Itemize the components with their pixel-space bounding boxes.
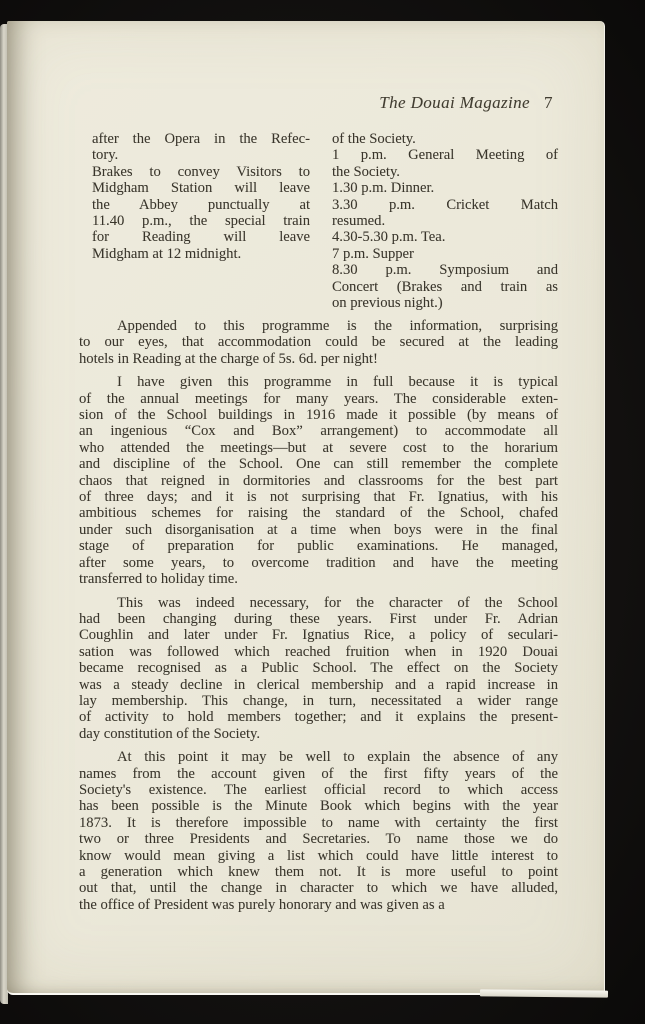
paragraph (79, 749, 558, 913)
text-line: tory. (92, 147, 119, 164)
paragraph (79, 318, 558, 367)
text-line: 3.30 p.m. Cricket Match (332, 196, 558, 213)
programme-entry (332, 229, 558, 245)
text-line: Midgham at 12 midnight. (92, 245, 242, 262)
text-line: transferred to holiday time. (79, 571, 238, 588)
text-line: lay membership. This change, in turn, necessitated a wider range (79, 692, 558, 709)
text-line: This was indeed necessary, for the character of the School (117, 594, 558, 611)
text-line: to our eyes, that accommodation could be secured at the leading (79, 334, 558, 351)
text-line: know would mean giving a list which could have little interest to (79, 847, 558, 864)
text-line: after the Opera in the Refec- (92, 131, 310, 147)
text-line: 4.30-5.30 p.m. Tea. (332, 229, 446, 246)
paragraph (79, 595, 558, 743)
text-line: 7 p.m. Supper (332, 245, 414, 262)
text-line: an ingenious “Cox and Box” arrangement) to accommodate all (79, 423, 558, 440)
programme-right-column (332, 131, 558, 311)
text-line: after some years, to overcome tradition and have the meeting (79, 554, 558, 571)
text-line: 11.40 p.m., the special train (92, 213, 310, 230)
text-line: sion of the School buildings in 1916 made it possible (by means of (79, 407, 558, 424)
text-line: Midgham Station will leave (92, 180, 310, 197)
text-line: had been changing during these years. First under Fr. Adrian (79, 610, 558, 627)
programme-entry (92, 131, 310, 164)
text-line: and discipline of the School. One can still remember the complete (79, 456, 558, 473)
magazine-title: The Douai Magazine (379, 93, 530, 112)
text-line: out that, until the change in character to which we have alluded, (79, 880, 558, 897)
text-line: of the annual meetings for many years. The considerable exten- (79, 390, 558, 407)
underlying-pages-edge (480, 989, 608, 997)
programme-entry (92, 164, 310, 262)
text-line: the Abbey punctually at (92, 196, 310, 213)
programme-entry (332, 180, 558, 196)
text-line: names from the account given of the first fifty years of the (79, 765, 558, 782)
text-line: 8.30 p.m. Symposium and (332, 262, 558, 279)
running-header (79, 93, 553, 113)
text-line: 1.30 p.m. Dinner. (332, 180, 435, 197)
text-line: became recognised as a Public School. The effect on the Society (79, 660, 558, 677)
text-line: has been possible is the Minute Book which begins with the year (79, 798, 558, 815)
programme-entry (332, 197, 558, 230)
text-line: 1 p.m. General Meeting of (332, 147, 558, 164)
text-line: At this point it may be well to explain the absence of any (117, 749, 558, 766)
text-line: stage of preparation for public examinations. He managed, (79, 538, 558, 555)
text-line: I have given this programme in full because it is typical (117, 374, 558, 391)
text-line: the Society. (332, 163, 400, 180)
text-line: sation was followed which reached fruition when in 1920 Douai (79, 643, 558, 660)
paragraph (79, 374, 558, 587)
text-line: of activity to hold members together; and it explains the present- (79, 709, 558, 726)
text-line: for Reading will leave (92, 229, 310, 246)
body-paragraphs (79, 318, 558, 920)
text-line: Appended to this programme is the information, surprising (117, 318, 558, 334)
text-line: chaos that reigned in dormitories and classrooms for the best part (79, 472, 558, 489)
text-line: Concert (Brakes and train as (332, 278, 558, 295)
text-line: day constitution of the Society. (79, 725, 261, 742)
text-line: resumed. (332, 213, 386, 230)
text-line: Coughlin and later under Fr. Ignatius Rice, a policy of seculari- (79, 627, 558, 644)
page-number: 7 (544, 93, 553, 112)
text-line: on previous night.) (332, 295, 443, 312)
text-line: a generation which knew them not. It is more useful to point (79, 864, 558, 880)
programme-entry (332, 262, 558, 311)
magazine-page (7, 21, 605, 995)
text-line: of three days; and it is not surprising that Fr. Ignatius, with his (79, 489, 558, 506)
text-line: of the Society. (332, 131, 416, 147)
text-line: Brakes to convey Visitors to (92, 163, 310, 180)
text-line: Society's existence. The earliest official record to which access (79, 781, 558, 798)
text-line: hotels in Reading at the charge of 5s. 6d. per night! (79, 350, 378, 367)
text-line: under such disorganisation at a time when boys were in the final (79, 521, 558, 538)
text-line: ambitious schemes for raising the standard of the School, chafed (79, 505, 558, 522)
text-line: 1873. It is therefore impossible to name with certainty the first (79, 814, 558, 831)
text-line: two or three Presidents and Secretaries. To name those we do (79, 831, 558, 848)
text-line: who attended the meetings—but at severe cost to the horarium (79, 439, 558, 456)
programme-entry (332, 246, 558, 262)
text-line: the office of President was purely honorary and was given as a (79, 896, 445, 913)
programme-left-column (92, 131, 310, 262)
text-line: was a steady decline in clerical membership and a rapid increase in (79, 676, 558, 693)
programme-entry (332, 147, 558, 180)
programme-entry (332, 131, 558, 147)
